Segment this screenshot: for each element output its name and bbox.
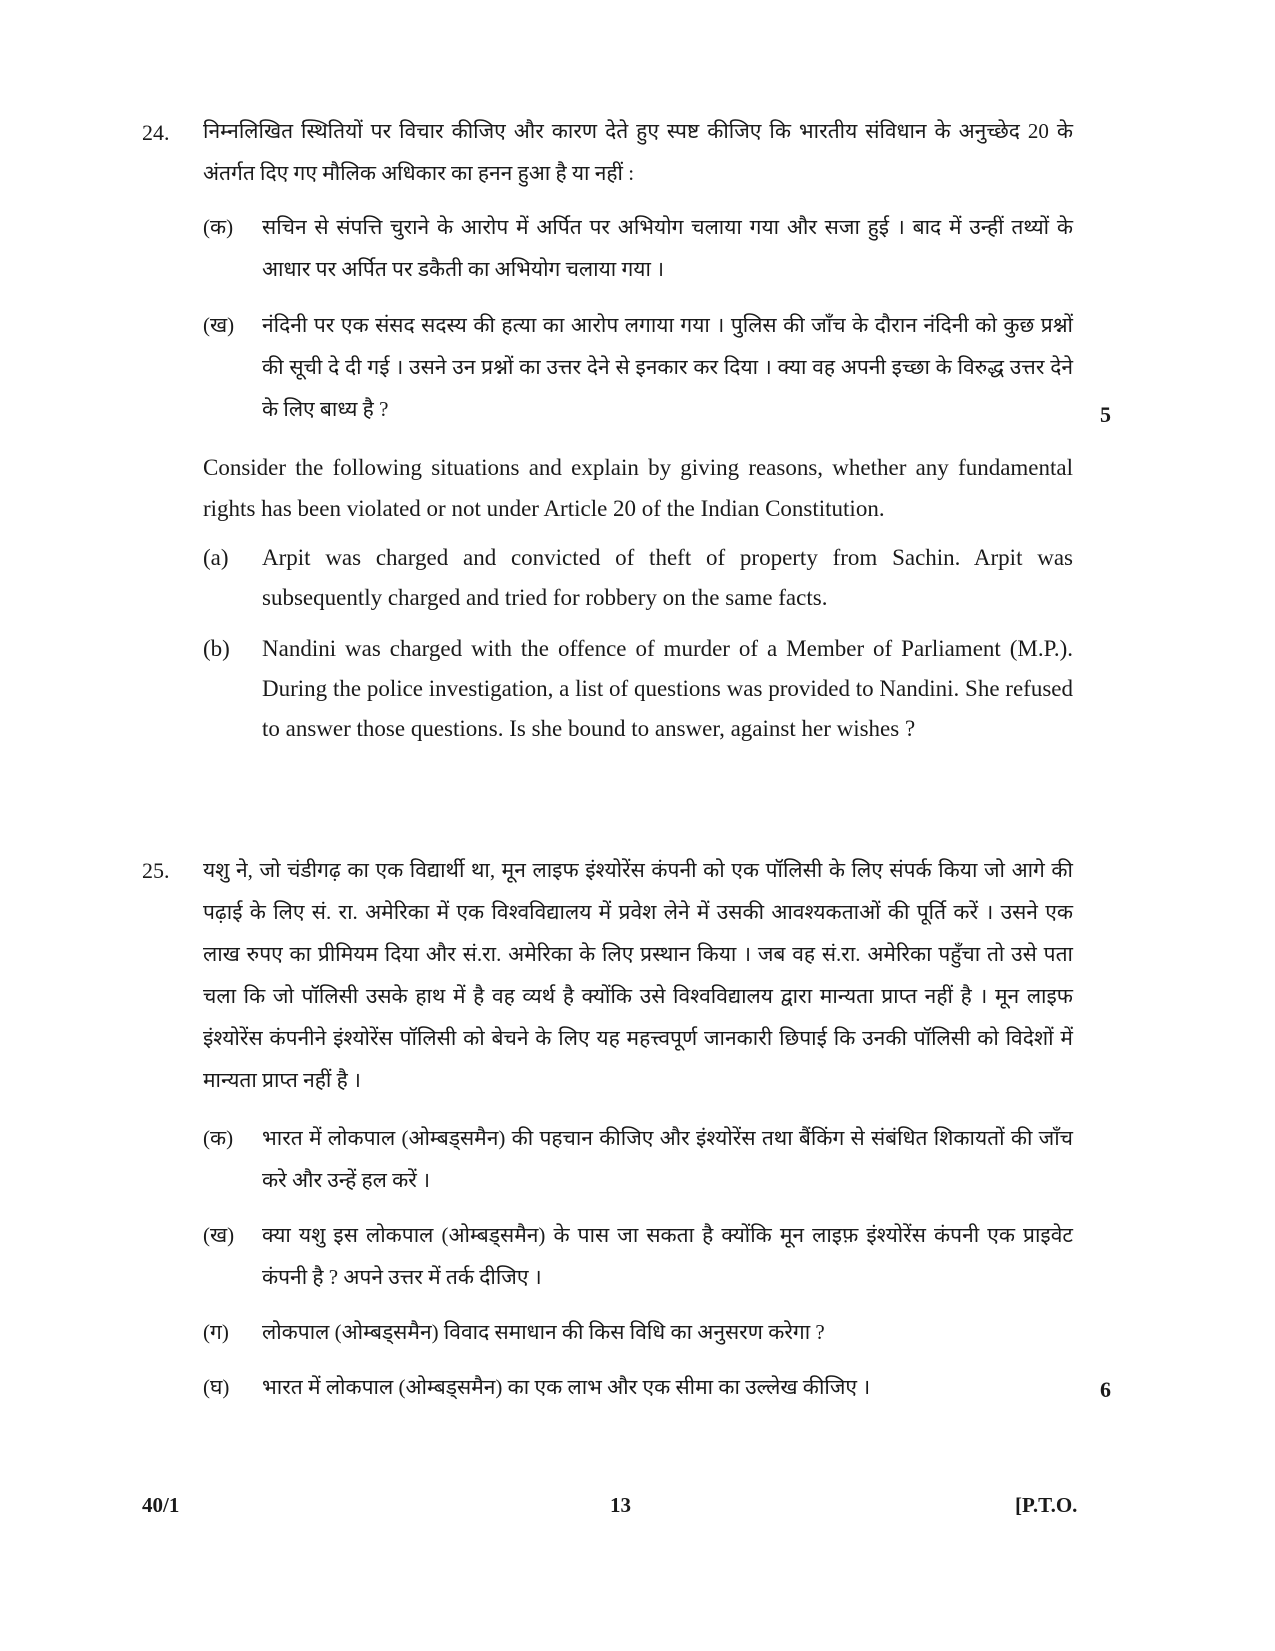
part-label: (क) [203,215,234,239]
part-text: भारत में लोकपाल (ओम्बड्समैन) का एक लाभ और एक सीमा का उल्लेख कीजिए । [262,1375,871,1399]
question-24-hindi-part-kha [203,304,1073,430]
question-24-number: 24. [142,120,170,145]
question-24-english-part-a [203,538,1073,618]
part-label: (ग) [203,1320,229,1344]
question-25-hindi-part-kha [203,1214,1073,1298]
question-24-marks: 5 [1100,402,1111,427]
part-label: (ख) [203,313,235,337]
part-label: (b) [203,636,230,661]
part-label: (a) [203,545,229,570]
question-25-marks: 6 [1100,1377,1111,1402]
question-24-hindi-part-ka [203,206,1073,290]
part-text: नंदिनी पर एक संसद सदस्य की हत्या का आरोप लगाया गया । पुलिस की जाँच के दौरान नंदिनी को कुछ प्रश्नों की सूची दे दी गई । उसने उन प्रश्नों का उत्तर देने से इनकार कर दिया । क्या वह अपनी इच्छा के विरुद्ध उत्तर देने के लिए बाध्य है ? [262,313,1073,421]
question-25-hindi-part-gha [203,1366,1073,1408]
question-25-hindi-intro: यशु ने, जो चंडीगढ़ का एक विद्यार्थी था, मून लाइफ इंश्योरेंस कंपनी को एक पॉलिसी के लिए संपर्क किया जो आगे की पढ़ाई के लिए सं. रा. अमेरिका में एक विश्वविद्यालय में प्रवेश लेने में उसकी आवश्यकताओं की पूर्ति करें । उसने एक लाख रुपए का प्रीमियम दिया और सं.रा. अमेरिका के लिए प्रस्थान किया । जब वह सं.रा. अमेरिका पहुँचा तो उसे पता चला कि जो पॉलिसी उसके हाथ में है वह व्यर्थ है क्योंकि उसे विश्वविद्यालय द्वारा मान्यता प्राप्त नहीं है । मून लाइफ इंश्योरेंस कंपनीने इंश्योरेंस पॉलिसी को बेचने के लिए यह महत्त्वपूर्ण जानकारी छिपाई कि उनकी पॉलिसी को विदेशों में मान्यता प्राप्त नहीं है । [203,858,1073,1092]
part-text: क्या यशु इस लोकपाल (ओम्बड्समैन) के पास जा सकता है क्योंकि मून लाइफ़ इंश्योरेंस कंपनी एक प्राइवेट कंपनी है ? अपने उत्तर में तर्क दीजिए । [262,1223,1073,1289]
question-25-hindi-part-ga [203,1311,1073,1353]
question-25-number: 25. [142,858,170,883]
part-label: (घ) [203,1375,230,1399]
question-24-english-part-b [203,629,1073,749]
question-25-hindi-part-ka [203,1117,1073,1201]
part-text: लोकपाल (ओम्बड्समैन) विवाद समाधान की किस विधि का अनुसरण करेगा ? [262,1320,825,1344]
part-text: Arpit was charged and convicted of theft of property from Sachin. Arpit was subsequently charged and tried for robbery on the same facts. [262,545,1073,610]
paper-code: 40/1 [142,1493,180,1517]
part-label: (क) [203,1126,234,1150]
part-text: भारत में लोकपाल (ओम्बड्समैन) की पहचान कीजिए और इंश्योरेंस तथा बैंकिंग से संबंधित शिकायतों की जाँच करे और उन्हें हल करें । [262,1126,1073,1192]
part-text: सचिन से संपत्ति चुराने के आरोप में अर्पित पर अभियोग चलाया गया और सजा हुई । बाद में उन्हीं तथ्यों के आधार पर अर्पित पर डकैती का अभियोग चलाया गया । [262,215,1073,281]
question-24-english-intro: Consider the following situations and explain by giving reasons, whether any fundamental rights has been violated or not under Article 20 of the Indian Constitution. [203,455,1073,521]
page-number: 13 [610,1493,631,1517]
please-turn-over: [P.T.O. [1015,1493,1078,1517]
part-text: Nandini was charged with the offence of murder of a Member of Parliament (M.P.). During the police investigation, a list of questions was provided to Nandini. She refused to answer those questions. Is she bound to answer, against her wishes ? [262,636,1073,741]
part-label: (ख) [203,1223,235,1247]
question-24-hindi-intro: निम्नलिखित स्थितियों पर विचार कीजिए और कारण देते हुए स्पष्ट कीजिए कि भारतीय संविधान के अनुच्छेद 20 के अंतर्गत दिए गए मौलिक अधिकार का हनन हुआ है या नहीं : [203,119,1073,185]
